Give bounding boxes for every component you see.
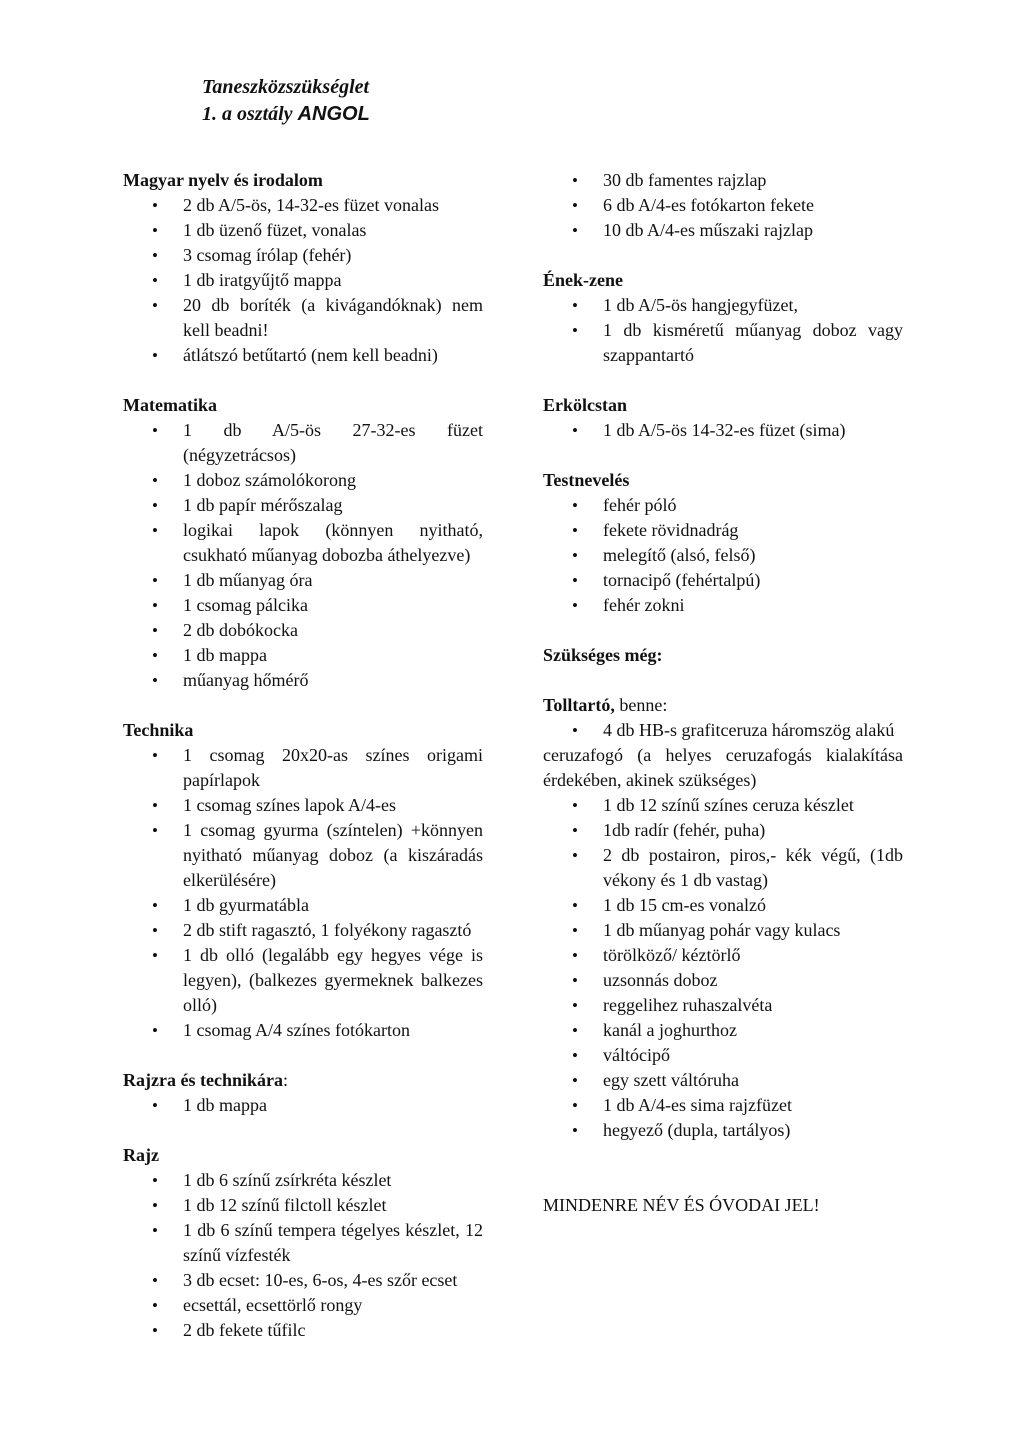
list-item: • 1 db olló (legalább egy hegyes vége is legyen), (balkezes gyermeknek balkezes olló) — [123, 943, 483, 1018]
list-item: • kanál a joghurthoz — [543, 1018, 903, 1043]
list-item: • 1 csomag 20x20-as színes origami papírlapok — [123, 743, 483, 793]
list-item: • fehér póló — [543, 493, 903, 518]
list-tolltarto — [543, 793, 903, 1143]
list-item: • 1 csomag színes lapok A/4-es — [123, 793, 483, 818]
list-rajz — [123, 1168, 483, 1343]
list-item: • 1 csomag gyurma (színtelen) +könnyen nyitható műanyag doboz (a kiszáradás elkerülésére) — [123, 818, 483, 893]
list-item: • átlátszó betűtartó (nem kell beadni) — [123, 343, 483, 368]
list-item: • 3 db ecset: 10-es, 6-os, 4-es szőr ecset — [123, 1268, 483, 1293]
list-item: • ecsettál, ecsettörlő rongy — [123, 1293, 483, 1318]
section-heading: Rajzra és technikára: — [123, 1070, 288, 1090]
list-item: • 1 db műanyag óra — [123, 568, 483, 593]
list-item: • 1 db A/5-ös 14-32-es füzet (sima) — [543, 418, 903, 443]
list-technika — [123, 743, 483, 1043]
section-heading: Ének-zene — [543, 270, 623, 290]
section-heading: Szükséges még: — [543, 645, 663, 665]
title-line-2: 1. a osztály ANGOL — [202, 103, 370, 125]
list-item: • 1 doboz számolókorong — [123, 468, 483, 493]
list-item: • törölköző/ kéztörlő — [543, 943, 903, 968]
list-item: • 10 db A/4-es műszaki rajzlap — [543, 218, 903, 243]
list-item: • 1 db gyurmatábla — [123, 893, 483, 918]
list-magyar — [123, 193, 483, 368]
section-heading: Tolltartó, benne: — [543, 695, 668, 715]
list-item: • 20 db boríték (a kivágandóknak) nem kell beadni! — [123, 293, 483, 343]
list-item: • 1 csomag A/4 színes fotókarton — [123, 1018, 483, 1043]
list-testneveles — [543, 493, 903, 618]
list-item: • 3 csomag írólap (fehér) — [123, 243, 483, 268]
list-item: • 2 db A/5-ös, 14-32-es füzet vonalas — [123, 193, 483, 218]
list-matek — [123, 418, 483, 693]
list-item: • 6 db A/4-es fotókarton fekete — [543, 193, 903, 218]
final-note: MINDENRE NÉV ÉS ÓVODAI JEL! — [543, 1195, 820, 1215]
list-item: • reggelihez ruhaszalvéta — [543, 993, 903, 1018]
list-item: • 1 db 12 színű színes ceruza készlet — [543, 793, 903, 818]
list-item: • 1 db 12 színű filctoll készlet — [123, 1193, 483, 1218]
list-item: • műanyag hőmérő — [123, 668, 483, 693]
list-item: • 1 db A/5-ös hangjegyfüzet, — [543, 293, 903, 318]
section-heading: Rajz — [123, 1145, 159, 1165]
list-item: • 1 db 15 cm-es vonalzó — [543, 893, 903, 918]
list-item: • 1 db A/5-ös 27-32-es füzet (négyzetrácsos) — [123, 418, 483, 468]
list-item: • 1 db iratgyűjtő mappa — [123, 268, 483, 293]
list-item: • 1 csomag pálcika — [123, 593, 483, 618]
list-item: • 1 db 6 színű tempera tégelyes készlet, 12 színű vízfesték — [123, 1218, 483, 1268]
list-item: • 1 db A/4-es sima rajzfüzet — [543, 1093, 903, 1118]
section-heading: Testnevelés — [543, 470, 630, 490]
list-item: • 2 db dobókocka — [123, 618, 483, 643]
section-heading: Erkölcstan — [543, 395, 628, 415]
list-item: • fehér zokni — [543, 593, 903, 618]
list-item: • 4 db HB-s grafitceruza háromszög alakú — [543, 718, 903, 743]
list-enek — [543, 293, 903, 368]
title-line-1: Taneszközszükséglet — [202, 76, 370, 98]
list-item: • 1 db műanyag pohár vagy kulacs — [543, 918, 903, 943]
section-heading: Magyar nyelv és irodalom — [123, 170, 323, 190]
list-item: • 2 db fekete tűfilc — [123, 1318, 483, 1343]
list-rajz-continued — [543, 168, 903, 243]
list-tolltarto-first — [543, 718, 903, 743]
list-item: • egy szett váltóruha — [543, 1068, 903, 1093]
list-item: • 2 db stift ragasztó, 1 folyékony ragasztó — [123, 918, 483, 943]
list-item: • uzsonnás doboz — [543, 968, 903, 993]
section-heading: Matematika — [123, 395, 217, 415]
right-column — [543, 168, 903, 1218]
list-item: • 1 db mappa — [123, 643, 483, 668]
tolltarto-paragraph: ceruzafogó (a helyes ceruzafogás kialakítása érdekében, akinek szükséges) — [543, 745, 903, 790]
document-title — [202, 74, 370, 128]
list-item: • melegítő (alsó, felső) — [543, 543, 903, 568]
list-item: • fekete rövidnadrág — [543, 518, 903, 543]
list-item: • 1 db papír mérőszalag — [123, 493, 483, 518]
list-item: • hegyező (dupla, tartályos) — [543, 1118, 903, 1143]
list-item: • 1 db mappa — [123, 1093, 483, 1118]
section-heading: Technika — [123, 720, 194, 740]
list-item: • váltócipő — [543, 1043, 903, 1068]
list-rajztech — [123, 1093, 483, 1118]
list-item: • 1 db kisméretű műanyag doboz vagy szappantartó — [543, 318, 903, 368]
list-item: • 1db radír (fehér, puha) — [543, 818, 903, 843]
list-item: • 1 db üzenő füzet, vonalas — [123, 218, 483, 243]
list-item: • logikai lapok (könnyen nyitható, csukható műanyag dobozba áthelyezve) — [123, 518, 483, 568]
list-item: • 2 db postairon, piros,- kék végű, (1db vékony és 1 db vastag) — [543, 843, 903, 893]
list-item: • 30 db famentes rajzlap — [543, 168, 903, 193]
list-item: • 1 db 6 színű zsírkréta készlet — [123, 1168, 483, 1193]
left-column — [123, 168, 483, 1343]
list-item: • tornacipő (fehértalpú) — [543, 568, 903, 593]
list-erkolcs — [543, 418, 903, 443]
